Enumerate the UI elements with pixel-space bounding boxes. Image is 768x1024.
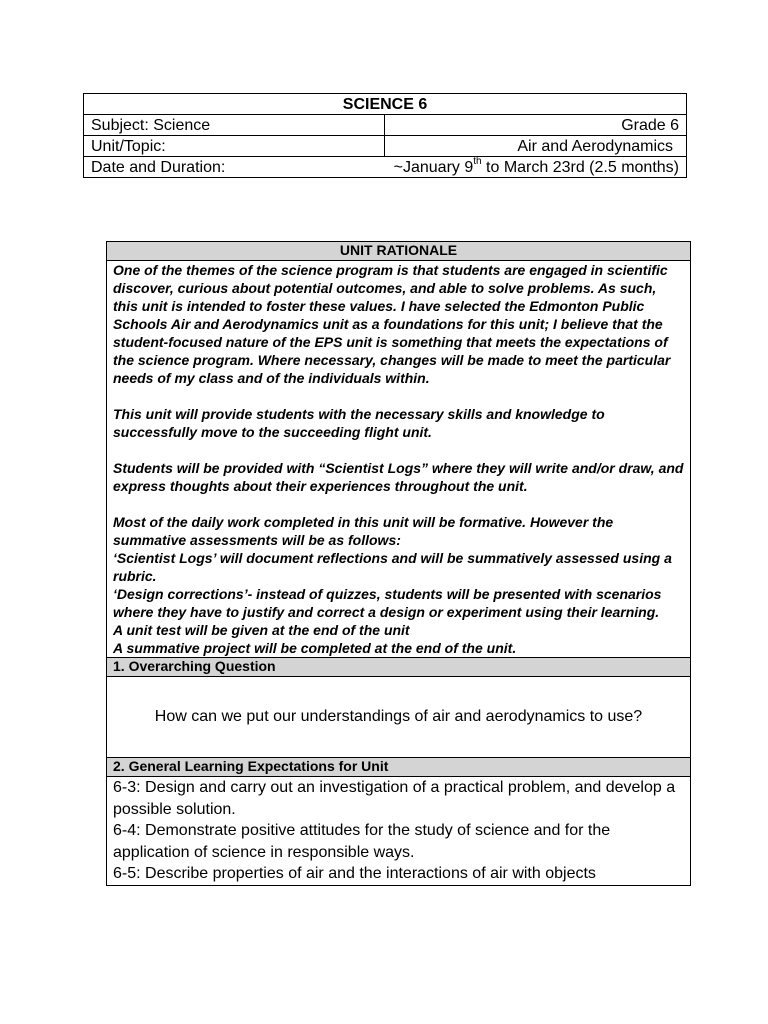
unit-plan-table [106, 241, 691, 886]
overarching-question: How can we put our understandings of air and aerodynamics to use? [107, 677, 691, 758]
rationale-paragraph: A summative project will be completed at the end of the unit. [113, 640, 517, 656]
rationale-header-row [107, 242, 691, 261]
overarching-body-row [107, 677, 691, 758]
rationale-paragraph: ‘Design corrections’- instead of quizzes, students will be presented with scenarios where they have to justify and correct a design or experiment using their learning. [113, 586, 662, 620]
course-title: SCIENCE 6 [84, 94, 687, 115]
rationale-heading: UNIT RATIONALE [107, 242, 691, 261]
rationale-paragraph: This unit will provide students with the necessary skills and knowledge to successfully move to the succeeding flight unit. [113, 406, 605, 440]
subject-label: Subject: Science [84, 115, 385, 136]
rationale-paragraph: One of the themes of the science program is that students are engaged in scientific discover, curious about potential outcomes, and able to solve problems. As such, this unit is intended to foster these values. I have selected the Edmonton Public Schools Air and Aerodynamics unit as a foundations for this unit; I believe that the student-focused nature of the EPS unit is something that meets the expectations of the science program. Where necessary, changes will be made to meet the particular needs of my class and of the individuals within. [113, 262, 671, 386]
header-date-row [84, 157, 687, 178]
rationale-body-row [107, 261, 691, 658]
rationale-body [107, 261, 691, 658]
date-label: Date and Duration: [84, 157, 385, 178]
date-value [385, 157, 687, 178]
grade-value: Grade 6 [385, 115, 687, 136]
header-title-row [84, 94, 687, 115]
header-subject-row [84, 115, 687, 136]
expectations-header-row [107, 758, 691, 777]
unit-label: Unit/Topic: [84, 136, 385, 157]
header-unit-row [84, 136, 687, 157]
expectations-heading: 2. General Learning Expectations for Unit [107, 758, 691, 777]
expectation-item: 6-4: Demonstrate positive attitudes for the study of science and for the application of science in responsible ways. [113, 822, 611, 861]
rationale-paragraph: Most of the daily work completed in this unit will be formative. However the summative assessments will be as follows: [113, 514, 614, 548]
expectation-item: 6-3: Design and carry out an investigation of a practical problem, and develop a possible solution. [113, 779, 676, 818]
overarching-header-row [107, 658, 691, 677]
date-value-start: ~January 9 [393, 158, 474, 176]
date-value-end: to March 23rd (2.5 months) [481, 158, 679, 176]
rationale-paragraph: ‘Scientist Logs’ will document reflections and will be summatively assessed using a rubric. [113, 550, 672, 584]
expectations-body-row [107, 777, 691, 886]
date-value-sup: th [473, 156, 482, 168]
expectations-body [107, 777, 691, 886]
unit-value: Air and Aerodynamics [385, 136, 687, 157]
overarching-heading: 1. Overarching Question [107, 658, 691, 677]
rationale-paragraph: Students will be provided with “Scientist Logs” where they will write and/or draw, and express thoughts about their experiences throughout the unit. [113, 460, 684, 494]
rationale-paragraph: A unit test will be given at the end of the unit [113, 622, 410, 638]
expectation-item: 6-5: Describe properties of air and the interactions of air with objects [113, 865, 596, 882]
course-header-table [83, 93, 687, 178]
